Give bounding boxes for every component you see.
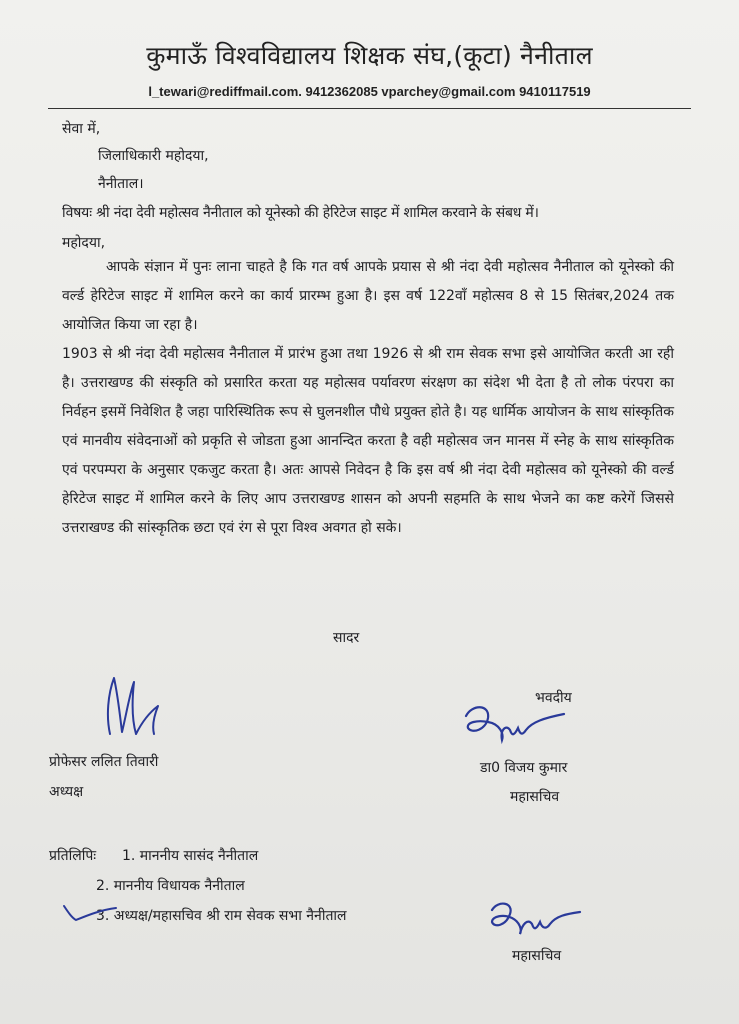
address-recipient: जिलाधिकारी महोदया, bbox=[98, 148, 209, 164]
letterhead-contact: l_tewari@rediffmail.com. 9412362085 vparchey@gmail.com 9410117519 bbox=[148, 84, 591, 99]
address-city: नैनीताल। bbox=[98, 176, 144, 192]
salutation: महोदया, bbox=[62, 235, 106, 251]
copies-item-1: 1. माननीय सासंद नैनीताल bbox=[122, 848, 259, 864]
president-name: प्रोफेसर ललित तिवारी bbox=[49, 754, 159, 770]
copies-signer-designation: महासचिव bbox=[512, 948, 562, 964]
address-to: सेवा में, bbox=[62, 121, 101, 137]
closing-sadar: सादर bbox=[333, 630, 360, 646]
body-paragraph-2: 1903 से श्री नंदा देवी महोत्सव नैनीताल में प्रारंभ हुआ तथा 1926 से श्री राम सेवक सभा इसे आयोजित करती आ रही है। उत्तराखण्ड की संस्कृति को प्रसारित करता यह महोत्सव पर्यावरण संरक्षण का संदेश भी देता है तो लोक पंरपरा का निर्वहन इसमें निवेशित है जहा पारिस्थितिक रूप से घुलनशील पौधे प्रयुक्त होते है। यह धार्मिक आयोजन के साथ सांस्कृतिक एवं मानवीय संवेदनाओं को प्रकृति से जोडता हुआ आनन्दित करता है वही महोत्सव जन मानस में स्नेह के साथ सांस्कृतिक एवं परपम्परा के अनुसार एकजुट करता है। अतः आपसे निवेदन है कि इस वर्ष श्री नंदा देवी महोत्सव को यूनेस्को की वर्ल्ड हेरिटेज साइट में शामिल करने के लिए आप उत्तराखण्ड शासन को अपनी सहमति के साथ भेजने का कष्ट करेगें जिससे उत्तराखण्ड की सांस्कृतिक छटा एवं रंग से पूरा विश्व अवगत हो सके। bbox=[62, 346, 674, 536]
secretary-signature-image bbox=[460, 700, 570, 748]
secretary-designation: महासचिव bbox=[510, 789, 560, 805]
president-designation: अध्यक्ष bbox=[49, 784, 84, 800]
president-signature-image bbox=[96, 672, 176, 744]
copies-signature-image bbox=[484, 896, 584, 940]
copies-item-2: 2. माननीय विधायक नैनीताल bbox=[96, 878, 245, 894]
closing-bhavdiya: भवदीय bbox=[535, 690, 572, 706]
subject-line: विषयः श्री नंदा देवी महोत्सव नैनीताल को यूनेस्को की हेरिटेज साइट में शामिल करवाने के संबध में। bbox=[62, 205, 539, 221]
copies-item-3: 3. अध्यक्ष/महासचिव श्री राम सेवक सभा नैनीताल bbox=[96, 908, 347, 924]
secretary-name: डा0 विजय कुमार bbox=[480, 760, 568, 776]
letter-body bbox=[62, 253, 674, 543]
letterhead-divider bbox=[48, 108, 691, 109]
copies-label: प्रतिलिपिः bbox=[49, 848, 97, 864]
letterhead-title: कुमाऊँ विश्वविद्यालय शिक्षक संघ,(कूटा) नैनीताल bbox=[146, 41, 593, 70]
tick-mark-icon bbox=[60, 896, 120, 926]
body-paragraph-1: आपके संज्ञान में पुनः लाना चाहते है कि गत वर्ष आपके प्रयास से श्री नंदा देवी महोत्सव नैनीताल को यूनेस्को की वर्ल्ड हेरिटेज साइट में शामिल करने का कार्य प्रारम्भ हुआ है। इस वर्ष 122वॉं महोत्सव 8 से 15 सितंबर,2024 तक आयोजित किया जा रहा है। bbox=[62, 259, 674, 333]
